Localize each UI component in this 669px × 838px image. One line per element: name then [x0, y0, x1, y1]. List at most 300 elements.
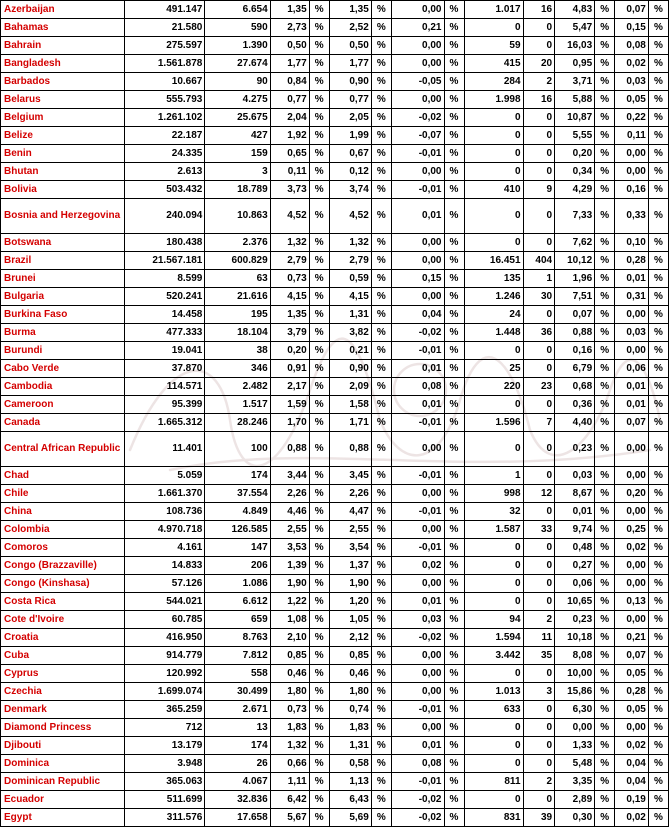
ratio-7-cell: 0,01	[615, 396, 649, 414]
ratio-6-cell: 0,23	[555, 611, 595, 629]
percent-sign: %	[309, 629, 329, 647]
new-cases-cell: 3.442	[464, 647, 523, 665]
ratio-7-cell: 0,06	[615, 360, 649, 378]
percent-sign: %	[648, 37, 668, 55]
ratio-1-cell: 3,73	[270, 181, 309, 199]
percent-sign: %	[444, 647, 464, 665]
percent-sign: %	[595, 73, 615, 91]
percent-sign: %	[444, 127, 464, 145]
ratio-7-cell: 0,00	[615, 467, 649, 485]
table-row	[1, 647, 669, 665]
deaths-cell: 100	[205, 432, 270, 467]
new-cases-cell: 0	[464, 19, 523, 37]
percent-sign: %	[371, 306, 391, 324]
ratio-2-cell: 1,05	[329, 611, 371, 629]
percent-sign: %	[371, 647, 391, 665]
ratio-1-cell: 1,92	[270, 127, 309, 145]
percent-sign: %	[648, 73, 668, 91]
percent-sign: %	[309, 683, 329, 701]
percent-sign: %	[444, 809, 464, 827]
country-cell: Djibouti	[1, 737, 125, 755]
new-cases-cell: 1.017	[464, 1, 523, 19]
table-row	[1, 719, 669, 737]
percent-sign: %	[444, 91, 464, 109]
table-row	[1, 396, 669, 414]
deaths-cell: 18.789	[205, 181, 270, 199]
new-deaths-cell: 0	[523, 234, 555, 252]
ratio-7-cell: 0,04	[615, 773, 649, 791]
deaths-cell: 174	[205, 737, 270, 755]
new-deaths-cell: 3	[523, 683, 555, 701]
new-deaths-cell: 16	[523, 1, 555, 19]
percent-sign: %	[309, 378, 329, 396]
percent-sign: %	[595, 181, 615, 199]
percent-sign: %	[309, 270, 329, 288]
deaths-cell: 1.086	[205, 575, 270, 593]
ratio-2-cell: 2,52	[329, 19, 371, 37]
percent-sign: %	[371, 19, 391, 37]
ratio-2-cell: 1,80	[329, 683, 371, 701]
percent-sign: %	[309, 252, 329, 270]
percent-sign: %	[444, 1, 464, 19]
ratio-1-cell: 0,88	[270, 432, 309, 467]
ratio-7-cell: 0,00	[615, 503, 649, 521]
ratio-diff-cell: -0,02	[391, 809, 444, 827]
percent-sign: %	[371, 414, 391, 432]
ratio-7-cell: 0,19	[615, 791, 649, 809]
ratio-2-cell: 0,59	[329, 270, 371, 288]
new-deaths-cell: 9	[523, 181, 555, 199]
country-cell: Bulgaria	[1, 288, 125, 306]
table-row	[1, 809, 669, 827]
percent-sign: %	[309, 539, 329, 557]
percent-sign: %	[371, 629, 391, 647]
country-cell: Azerbaijan	[1, 1, 125, 19]
deaths-cell: 3	[205, 163, 270, 181]
deaths-cell: 63	[205, 270, 270, 288]
percent-sign: %	[371, 91, 391, 109]
ratio-6-cell: 0,20	[555, 145, 595, 163]
percent-sign: %	[648, 414, 668, 432]
new-cases-cell: 0	[464, 737, 523, 755]
ratio-6-cell: 4,29	[555, 181, 595, 199]
percent-sign: %	[444, 306, 464, 324]
ratio-diff-cell: -0,02	[391, 629, 444, 647]
new-cases-cell: 0	[464, 109, 523, 127]
ratio-2-cell: 3,45	[329, 467, 371, 485]
percent-sign: %	[444, 791, 464, 809]
ratio-7-cell: 0,16	[615, 181, 649, 199]
new-deaths-cell: 0	[523, 719, 555, 737]
ratio-2-cell: 1,83	[329, 719, 371, 737]
percent-sign: %	[371, 234, 391, 252]
percent-sign: %	[309, 467, 329, 485]
percent-sign: %	[444, 629, 464, 647]
percent-sign: %	[648, 342, 668, 360]
table-row	[1, 109, 669, 127]
ratio-1-cell: 2,26	[270, 485, 309, 503]
percent-sign: %	[648, 109, 668, 127]
country-cell: Burma	[1, 324, 125, 342]
ratio-2-cell: 1,90	[329, 575, 371, 593]
ratio-7-cell: 0,00	[615, 575, 649, 593]
ratio-1-cell: 1,22	[270, 593, 309, 611]
cases-cell: 1.699.074	[125, 683, 205, 701]
new-deaths-cell: 33	[523, 521, 555, 539]
new-deaths-cell: 2	[523, 611, 555, 629]
country-cell: Dominican Republic	[1, 773, 125, 791]
new-deaths-cell: 2	[523, 773, 555, 791]
new-cases-cell: 415	[464, 55, 523, 73]
ratio-diff-cell: -0,01	[391, 503, 444, 521]
percent-sign: %	[595, 539, 615, 557]
new-cases-cell: 998	[464, 485, 523, 503]
ratio-6-cell: 3,35	[555, 773, 595, 791]
ratio-7-cell: 0,08	[615, 37, 649, 55]
percent-sign: %	[444, 611, 464, 629]
ratio-diff-cell: 0,00	[391, 719, 444, 737]
ratio-diff-cell: 0,15	[391, 270, 444, 288]
ratio-6-cell: 15,86	[555, 683, 595, 701]
table-row	[1, 521, 669, 539]
percent-sign: %	[371, 539, 391, 557]
table-row	[1, 683, 669, 701]
percent-sign: %	[444, 467, 464, 485]
ratio-1-cell: 1,39	[270, 557, 309, 575]
ratio-2-cell: 1,35	[329, 1, 371, 19]
percent-sign: %	[595, 127, 615, 145]
percent-sign: %	[595, 647, 615, 665]
new-deaths-cell: 0	[523, 19, 555, 37]
ratio-6-cell: 9,74	[555, 521, 595, 539]
percent-sign: %	[444, 575, 464, 593]
percent-sign: %	[595, 342, 615, 360]
percent-sign: %	[444, 342, 464, 360]
new-cases-cell: 284	[464, 73, 523, 91]
percent-sign: %	[444, 270, 464, 288]
table-row	[1, 234, 669, 252]
new-deaths-cell: 0	[523, 109, 555, 127]
percent-sign: %	[444, 773, 464, 791]
ratio-diff-cell: -0,01	[391, 342, 444, 360]
ratio-diff-cell: 0,00	[391, 485, 444, 503]
table-row	[1, 629, 669, 647]
percent-sign: %	[309, 773, 329, 791]
cases-cell: 22.187	[125, 127, 205, 145]
deaths-cell: 206	[205, 557, 270, 575]
percent-sign: %	[595, 324, 615, 342]
percent-sign: %	[371, 809, 391, 827]
new-cases-cell: 0	[464, 145, 523, 163]
ratio-7-cell: 0,00	[615, 342, 649, 360]
percent-sign: %	[444, 378, 464, 396]
percent-sign: %	[371, 575, 391, 593]
table-row	[1, 127, 669, 145]
new-deaths-cell: 0	[523, 127, 555, 145]
cases-cell: 180.438	[125, 234, 205, 252]
percent-sign: %	[444, 701, 464, 719]
percent-sign: %	[595, 557, 615, 575]
country-cell: Cameroon	[1, 396, 125, 414]
ratio-7-cell: 0,15	[615, 19, 649, 37]
percent-sign: %	[648, 360, 668, 378]
country-cell: Chad	[1, 467, 125, 485]
new-cases-cell: 1.448	[464, 324, 523, 342]
cases-cell: 3.948	[125, 755, 205, 773]
new-deaths-cell: 0	[523, 575, 555, 593]
percent-sign: %	[371, 55, 391, 73]
ratio-diff-cell: -0,01	[391, 467, 444, 485]
new-cases-cell: 0	[464, 593, 523, 611]
country-cell: Congo (Brazzaville)	[1, 557, 125, 575]
new-cases-cell: 1.013	[464, 683, 523, 701]
ratio-7-cell: 0,00	[615, 306, 649, 324]
country-cell: Costa Rica	[1, 593, 125, 611]
cases-cell: 491.147	[125, 1, 205, 19]
deaths-cell: 26	[205, 755, 270, 773]
percent-sign: %	[444, 737, 464, 755]
percent-sign: %	[371, 593, 391, 611]
percent-sign: %	[371, 181, 391, 199]
new-deaths-cell: 11	[523, 629, 555, 647]
percent-sign: %	[444, 163, 464, 181]
percent-sign: %	[371, 755, 391, 773]
percent-sign: %	[309, 19, 329, 37]
deaths-cell: 195	[205, 306, 270, 324]
ratio-7-cell: 0,07	[615, 647, 649, 665]
new-cases-cell: 220	[464, 378, 523, 396]
ratio-1-cell: 0,85	[270, 647, 309, 665]
new-cases-cell: 0	[464, 719, 523, 737]
table-row	[1, 432, 669, 467]
percent-sign: %	[595, 270, 615, 288]
ratio-6-cell: 2,89	[555, 791, 595, 809]
percent-sign: %	[444, 181, 464, 199]
deaths-cell: 1.390	[205, 37, 270, 55]
cases-cell: 511.699	[125, 791, 205, 809]
percent-sign: %	[371, 701, 391, 719]
ratio-2-cell: 2,05	[329, 109, 371, 127]
cases-cell: 544.021	[125, 593, 205, 611]
cases-cell: 1.561.878	[125, 55, 205, 73]
new-deaths-cell: 0	[523, 539, 555, 557]
country-cell: Comoros	[1, 539, 125, 557]
percent-sign: %	[309, 73, 329, 91]
new-cases-cell: 831	[464, 809, 523, 827]
ratio-2-cell: 1,31	[329, 306, 371, 324]
cases-cell: 520.241	[125, 288, 205, 306]
percent-sign: %	[595, 737, 615, 755]
percent-sign: %	[648, 503, 668, 521]
table-row	[1, 252, 669, 270]
country-cell: Belarus	[1, 91, 125, 109]
percent-sign: %	[595, 109, 615, 127]
ratio-6-cell: 16,03	[555, 37, 595, 55]
new-deaths-cell: 0	[523, 199, 555, 234]
ratio-1-cell: 1,77	[270, 55, 309, 73]
country-cell: Colombia	[1, 521, 125, 539]
cases-cell: 1.261.102	[125, 109, 205, 127]
ratio-7-cell: 0,03	[615, 73, 649, 91]
new-deaths-cell: 0	[523, 163, 555, 181]
ratio-6-cell: 10,12	[555, 252, 595, 270]
ratio-6-cell: 0,88	[555, 324, 595, 342]
percent-sign: %	[309, 37, 329, 55]
ratio-7-cell: 0,28	[615, 252, 649, 270]
cases-cell: 1.661.370	[125, 485, 205, 503]
country-cell: Bangladesh	[1, 55, 125, 73]
ratio-1-cell: 1,59	[270, 396, 309, 414]
table-row	[1, 773, 669, 791]
new-cases-cell: 1.246	[464, 288, 523, 306]
new-cases-cell: 0	[464, 791, 523, 809]
ratio-1-cell: 0,91	[270, 360, 309, 378]
ratio-2-cell: 1,71	[329, 414, 371, 432]
country-cell: Belgium	[1, 109, 125, 127]
percent-sign: %	[371, 37, 391, 55]
deaths-cell: 27.674	[205, 55, 270, 73]
ratio-7-cell: 0,05	[615, 701, 649, 719]
cases-cell: 95.399	[125, 396, 205, 414]
new-cases-cell: 24	[464, 306, 523, 324]
ratio-diff-cell: 0,00	[391, 432, 444, 467]
ratio-6-cell: 0,27	[555, 557, 595, 575]
ratio-7-cell: 0,25	[615, 521, 649, 539]
ratio-6-cell: 0,00	[555, 719, 595, 737]
ratio-diff-cell: 0,00	[391, 1, 444, 19]
deaths-cell: 90	[205, 73, 270, 91]
ratio-7-cell: 0,03	[615, 324, 649, 342]
ratio-1-cell: 2,55	[270, 521, 309, 539]
new-deaths-cell: 39	[523, 809, 555, 827]
new-deaths-cell: 20	[523, 55, 555, 73]
percent-sign: %	[648, 270, 668, 288]
ratio-7-cell: 0,01	[615, 270, 649, 288]
ratio-2-cell: 0,50	[329, 37, 371, 55]
ratio-1-cell: 1,35	[270, 1, 309, 19]
new-deaths-cell: 0	[523, 665, 555, 683]
deaths-cell: 28.246	[205, 414, 270, 432]
ratio-7-cell: 0,28	[615, 683, 649, 701]
country-cell: Chile	[1, 485, 125, 503]
ratio-diff-cell: -0,02	[391, 324, 444, 342]
new-cases-cell: 32	[464, 503, 523, 521]
percent-sign: %	[595, 755, 615, 773]
percent-sign: %	[371, 485, 391, 503]
ratio-7-cell: 0,00	[615, 557, 649, 575]
percent-sign: %	[648, 809, 668, 827]
ratio-7-cell: 0,13	[615, 593, 649, 611]
cases-cell: 19.041	[125, 342, 205, 360]
percent-sign: %	[371, 683, 391, 701]
percent-sign: %	[309, 719, 329, 737]
new-deaths-cell: 0	[523, 37, 555, 55]
country-cell: Diamond Princess	[1, 719, 125, 737]
table-row	[1, 91, 669, 109]
percent-sign: %	[371, 791, 391, 809]
percent-sign: %	[444, 145, 464, 163]
percent-sign: %	[648, 701, 668, 719]
ratio-6-cell: 10,65	[555, 593, 595, 611]
country-cell: Bolivia	[1, 181, 125, 199]
ratio-6-cell: 0,30	[555, 809, 595, 827]
percent-sign: %	[595, 503, 615, 521]
percent-sign: %	[595, 773, 615, 791]
percent-sign: %	[648, 234, 668, 252]
table-row	[1, 360, 669, 378]
percent-sign: %	[309, 647, 329, 665]
percent-sign: %	[444, 37, 464, 55]
new-deaths-cell: 0	[523, 755, 555, 773]
percent-sign: %	[309, 593, 329, 611]
deaths-cell: 600.829	[205, 252, 270, 270]
new-cases-cell: 25	[464, 360, 523, 378]
country-cell: Burundi	[1, 342, 125, 360]
ratio-2-cell: 0,67	[329, 145, 371, 163]
percent-sign: %	[648, 181, 668, 199]
country-cell: Cabo Verde	[1, 360, 125, 378]
ratio-6-cell: 5,88	[555, 91, 595, 109]
table-row	[1, 557, 669, 575]
ratio-2-cell: 0,77	[329, 91, 371, 109]
table-row	[1, 324, 669, 342]
deaths-cell: 7.812	[205, 647, 270, 665]
percent-sign: %	[648, 396, 668, 414]
table-row	[1, 414, 669, 432]
new-cases-cell: 0	[464, 199, 523, 234]
ratio-6-cell: 0,16	[555, 342, 595, 360]
ratio-6-cell: 0,48	[555, 539, 595, 557]
ratio-diff-cell: 0,00	[391, 234, 444, 252]
percent-sign: %	[595, 683, 615, 701]
ratio-1-cell: 0,20	[270, 342, 309, 360]
country-cell: Benin	[1, 145, 125, 163]
cases-cell: 5.059	[125, 467, 205, 485]
new-deaths-cell: 0	[523, 503, 555, 521]
percent-sign: %	[648, 163, 668, 181]
percent-sign: %	[444, 521, 464, 539]
percent-sign: %	[371, 73, 391, 91]
ratio-6-cell: 4,40	[555, 414, 595, 432]
new-cases-cell: 1	[464, 467, 523, 485]
ratio-6-cell: 0,68	[555, 378, 595, 396]
ratio-7-cell: 0,00	[615, 163, 649, 181]
ratio-diff-cell: 0,01	[391, 737, 444, 755]
percent-sign: %	[595, 414, 615, 432]
percent-sign: %	[648, 521, 668, 539]
ratio-1-cell: 6,42	[270, 791, 309, 809]
cases-cell: 914.779	[125, 647, 205, 665]
table-row	[1, 701, 669, 719]
percent-sign: %	[595, 252, 615, 270]
deaths-cell: 32.836	[205, 791, 270, 809]
ratio-2-cell: 6,43	[329, 791, 371, 809]
percent-sign: %	[648, 288, 668, 306]
percent-sign: %	[595, 521, 615, 539]
percent-sign: %	[371, 1, 391, 19]
cases-cell: 477.333	[125, 324, 205, 342]
deaths-cell: 558	[205, 665, 270, 683]
ratio-1-cell: 1,35	[270, 306, 309, 324]
ratio-2-cell: 3,74	[329, 181, 371, 199]
ratio-1-cell: 1,11	[270, 773, 309, 791]
deaths-cell: 2.671	[205, 701, 270, 719]
ratio-1-cell: 5,67	[270, 809, 309, 827]
percent-sign: %	[444, 414, 464, 432]
ratio-diff-cell: 0,00	[391, 575, 444, 593]
ratio-7-cell: 0,00	[615, 432, 649, 467]
ratio-1-cell: 1,32	[270, 234, 309, 252]
